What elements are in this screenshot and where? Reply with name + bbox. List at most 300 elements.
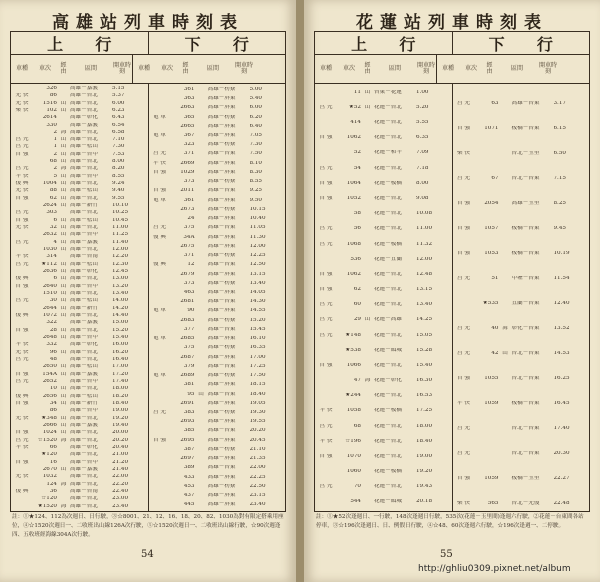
table-row xyxy=(149,224,286,232)
via-line-cell: 山 xyxy=(60,151,67,157)
train-number-cell: 453 xyxy=(183,483,195,489)
departure-time-cell: 13.15 xyxy=(416,287,433,293)
train-number-cell: 414 xyxy=(350,120,361,126)
up-direction-label: 上 行 xyxy=(47,34,112,54)
departure-time-cell: 18.00 xyxy=(112,386,129,392)
train-number-cell: 2669 xyxy=(180,160,195,166)
table-row xyxy=(315,316,452,324)
train-number-cell: 56 xyxy=(353,226,361,232)
table-row xyxy=(11,151,148,158)
watermark-url: http://ghliu0309.pixnet.net/album xyxy=(418,564,571,574)
table-row xyxy=(453,300,590,308)
train-type-cell: 自 強 xyxy=(15,459,29,465)
departure-time-cell: 13.00 xyxy=(112,276,129,282)
train-number-cell: 375 xyxy=(183,225,195,231)
table-row xyxy=(11,100,148,107)
route-cell: 高雄－台北 xyxy=(70,291,98,297)
table-row xyxy=(11,122,148,129)
departure-time-cell: 16.40 xyxy=(112,357,129,362)
train-number-cell: 32 xyxy=(49,225,57,231)
train-number-cell: ☆120 xyxy=(41,496,57,502)
train-type-cell: 復 興 xyxy=(153,262,166,268)
departure-time-cell: 10.25 xyxy=(112,210,129,216)
via-line-cell: 山 xyxy=(60,298,67,304)
table-row xyxy=(11,488,148,495)
departure-time-cell: 12.00 xyxy=(112,247,129,253)
train-number-cell: 5 xyxy=(53,173,57,179)
departure-time-cell: 5.37 xyxy=(112,93,125,99)
train-type-cell: 復 興 xyxy=(15,393,29,399)
via-line-cell: 海 xyxy=(60,481,67,487)
table-row xyxy=(149,196,286,204)
route-cell: 高雄－彰化 xyxy=(70,444,98,450)
train-type-cell: 柴 快 xyxy=(457,500,470,506)
route-cell: 高雄－松山 xyxy=(70,217,98,223)
departure-time-cell: 22.48 xyxy=(553,500,570,506)
route-cell: 高雄－台北 xyxy=(70,481,98,487)
train-type-cell: 電 車 xyxy=(153,336,166,342)
route-cell: 台北－台東 xyxy=(511,375,540,381)
route-cell: 高雄－台東 xyxy=(207,225,236,231)
via-line-cell: 山 xyxy=(198,391,204,397)
via-line-cell: 海 xyxy=(60,437,67,443)
departure-time-cell: 14.30 xyxy=(249,299,266,305)
table-row xyxy=(11,114,148,121)
train-type-cell: 莒 光 xyxy=(15,144,29,150)
route-cell: 高雄－枋寮 xyxy=(207,179,236,185)
column-header: 經由 xyxy=(364,61,371,75)
departure-time-cell: 7.30 xyxy=(112,144,125,150)
route-cell: 板橋－台東 xyxy=(511,250,540,256)
route-cell: 高雄－台北 xyxy=(70,195,98,201)
train-number-cell: 2648 xyxy=(42,335,57,341)
timetable-body xyxy=(315,84,589,511)
route-cell: 高雄－松山 xyxy=(70,261,98,267)
departure-time-cell: 8.20 xyxy=(112,166,125,172)
route-cell: 高雄－屏東 xyxy=(207,96,236,102)
departure-time-cell: 11.00 xyxy=(112,225,129,231)
table-row xyxy=(149,178,286,186)
departure-time-cell: 19.00 xyxy=(112,408,129,414)
train-number-cell: 2 xyxy=(53,129,57,135)
train-number-cell: 1072 xyxy=(42,313,57,319)
train-number-cell: 86 xyxy=(49,408,57,414)
via-line-cell: 山 xyxy=(60,203,67,209)
departure-time-cell: 22.20 xyxy=(112,481,129,487)
table-row xyxy=(453,325,590,333)
train-number-cell: 2656 xyxy=(42,393,57,399)
departure-time-cell: 9.25 xyxy=(249,188,262,194)
train-type-cell: 莒 光 xyxy=(319,423,333,429)
route-cell: 高雄－枋寮 xyxy=(207,446,236,452)
departure-time-cell: 18.15 xyxy=(249,382,266,388)
table-row xyxy=(315,346,452,354)
route-cell: 板橋－台東 xyxy=(511,400,540,406)
train-type-cell: 自 強 xyxy=(319,362,333,368)
page-number: 55 xyxy=(440,549,453,560)
table-row xyxy=(11,298,148,305)
route-cell: 高雄－屏東 xyxy=(207,243,236,249)
train-number-cell: 389 xyxy=(183,465,195,471)
route-cell: 花蓮－頭城 xyxy=(374,347,402,353)
train-number-cell: 2636 xyxy=(42,269,57,275)
train-number-cell: 154A xyxy=(42,371,57,377)
route-cell: 花蓮－台北 xyxy=(374,165,402,171)
departure-time-cell: 7.09 xyxy=(416,150,429,156)
departure-time-cell: 5.55 xyxy=(416,120,429,126)
table-row xyxy=(453,487,590,495)
column-header: 開車時刻 xyxy=(234,61,253,75)
table-row xyxy=(149,132,286,140)
departure-time-cell: 14.55 xyxy=(249,308,266,314)
train-number-cell: 2 xyxy=(53,151,57,157)
table-row xyxy=(11,85,148,92)
route-cell: 高雄－台中 xyxy=(70,335,98,341)
table-row xyxy=(315,453,452,461)
via-line-cell: 山 xyxy=(60,313,67,319)
train-number-cell: ★348 xyxy=(41,415,57,421)
route-cell: 高雄－彰化 xyxy=(70,269,98,275)
departure-time-cell: 17.40 xyxy=(553,425,570,431)
table-row xyxy=(149,446,286,454)
table-row xyxy=(149,353,286,361)
table-row xyxy=(453,125,590,133)
train-number-cell: 365 xyxy=(183,114,195,120)
table-row xyxy=(453,400,590,408)
train-number-cell: 1060 xyxy=(346,469,361,475)
train-type-cell: 莒 光 xyxy=(457,100,470,106)
table-row xyxy=(11,239,148,246)
departure-time-cell: 21.35 xyxy=(249,456,266,462)
column-header: 車種 xyxy=(132,55,155,83)
train-number-cell: 66 xyxy=(49,444,57,450)
column-header: 車次 xyxy=(342,64,355,72)
train-number-cell: 373 xyxy=(183,280,195,286)
train-number-cell: 63 xyxy=(491,100,499,106)
departure-time-cell: 22.27 xyxy=(553,475,570,481)
route-cell: 高雄－屏東 xyxy=(207,419,236,425)
train-type-cell: 光 快 xyxy=(15,415,29,421)
route-cell: 高雄－彰化 xyxy=(70,115,98,121)
train-number-cell: 2670 xyxy=(42,466,57,472)
train-number-cell: 2697 xyxy=(180,456,195,462)
train-number-cell: 10 xyxy=(49,386,57,392)
down-direction-label: 下 行 xyxy=(148,32,286,54)
train-type-cell: 莒 光 xyxy=(15,298,29,304)
departure-time-cell: 16.45 xyxy=(553,400,570,406)
train-number-cell: 445 xyxy=(183,502,195,508)
table-row xyxy=(453,87,590,95)
train-number-cell: 2675 xyxy=(180,243,195,249)
departure-time-cell: 11.32 xyxy=(416,241,433,247)
column-header: 車種 xyxy=(15,64,28,72)
table-row xyxy=(11,136,148,143)
train-number-cell: 2054 xyxy=(484,200,499,206)
departure-time-cell: 13.52 xyxy=(553,325,570,331)
train-type-cell: 自 強 xyxy=(15,371,29,377)
table-row xyxy=(11,363,148,370)
departure-time-cell: 8.55 xyxy=(112,173,125,179)
table-row xyxy=(315,498,452,506)
column-header: 車次 xyxy=(464,64,477,72)
table-row xyxy=(11,224,148,231)
train-number-cell: 536 xyxy=(350,256,361,262)
departure-time-cell: 7.10 xyxy=(112,137,125,143)
table-row xyxy=(315,104,452,112)
train-type-cell: 自 強 xyxy=(15,151,29,157)
departure-time-cell: 7.05 xyxy=(249,132,262,138)
train-number-cell: 6 xyxy=(53,217,57,223)
train-number-cell: 68 xyxy=(353,423,361,429)
route-cell: 花蓮－和平 xyxy=(374,150,402,156)
route-cell: 高雄－台北 xyxy=(70,166,98,172)
departure-time-cell: 10.15 xyxy=(249,206,266,212)
departure-time-cell: 23.40 xyxy=(112,503,129,509)
table-row xyxy=(11,481,148,488)
train-type-cell: 自 強 xyxy=(153,169,166,175)
train-type-cell: 自 強 xyxy=(15,217,29,223)
table-row xyxy=(149,215,286,223)
route-cell: 高雄－嘉義 xyxy=(70,422,98,428)
table-row xyxy=(149,455,286,463)
via-line-cell: 山 xyxy=(60,327,67,333)
table-row xyxy=(11,129,148,136)
departure-time-cell: 15.20 xyxy=(112,327,129,333)
train-number-cell: 2650 xyxy=(42,364,57,370)
departure-time-cell: 11.54 xyxy=(553,275,570,281)
table-row xyxy=(453,237,590,245)
train-type-cell: 自 強 xyxy=(457,375,470,381)
route-cell: 彰化－台東 xyxy=(511,325,540,331)
train-number-cell: ☆1520 xyxy=(37,437,57,443)
train-number-cell: 323 xyxy=(183,142,195,148)
via-line-cell: 山 xyxy=(60,107,67,113)
route-cell: 高雄－松山 xyxy=(70,188,98,194)
route-cell: 高雄－屏東 xyxy=(207,105,236,111)
table-row xyxy=(315,468,452,476)
train-number-cell: 88 xyxy=(49,188,57,194)
departure-time-cell: 9.08 xyxy=(416,195,429,201)
route-cell: 花蓮－頭城 xyxy=(374,499,402,505)
departure-time-cell: 14.25 xyxy=(416,317,433,323)
route-cell: 花蓮－台北 xyxy=(374,302,402,308)
train-number-cell: 1029 xyxy=(180,169,195,175)
departure-time-cell: 6.43 xyxy=(112,115,125,121)
table-row xyxy=(11,188,148,195)
departure-time-cell: 15.40 xyxy=(416,362,433,368)
departure-time-cell: 19.00 xyxy=(416,453,433,459)
table-row xyxy=(453,225,590,233)
train-type-cell: 復 興 xyxy=(15,488,29,494)
train-type-cell: 莒 光 xyxy=(15,437,29,443)
train-number-cell: ☆196 xyxy=(345,438,361,444)
train-type-cell: 自 強 xyxy=(319,271,333,277)
train-number-cell: ★148 xyxy=(345,332,361,338)
column-header: 開車時刻 xyxy=(112,61,131,75)
route-cell: 花蓮－台北 xyxy=(374,120,402,126)
train-type-cell: 莒 光 xyxy=(457,425,470,431)
train-number-cell: 379 xyxy=(183,363,195,369)
departure-time-cell: 8.25 xyxy=(553,200,566,206)
train-number-cell: 363 xyxy=(183,96,195,102)
table-row xyxy=(453,187,590,195)
table-row xyxy=(149,399,286,407)
table-row xyxy=(453,500,590,508)
train-type-cell: 光 快 xyxy=(15,93,29,99)
train-type-cell: 電 車 xyxy=(153,197,166,203)
departure-time-cell: 22.50 xyxy=(249,483,266,489)
train-type-cell: 莒 光 xyxy=(457,175,470,181)
train-type-cell: 光 快 xyxy=(15,349,29,355)
train-number-cell: 68 xyxy=(49,159,57,165)
train-number-cell: 2 xyxy=(53,166,57,172)
route-cell: 高雄－台東 xyxy=(207,428,236,434)
departure-time-cell: 11.40 xyxy=(112,239,129,245)
departure-time-cell: 7.53 xyxy=(112,151,125,157)
departure-time-cell: 14.40 xyxy=(112,313,129,319)
table-row xyxy=(11,158,148,165)
table-row xyxy=(149,279,286,287)
train-type-cell: 電 車 xyxy=(153,373,166,379)
route-cell: 高雄－台東 xyxy=(511,100,540,106)
train-number-cell: ★244 xyxy=(345,393,361,399)
route-cell: 宜蘭－台東 xyxy=(511,300,540,306)
train-type-cell: 光 快 xyxy=(15,100,29,106)
table-row xyxy=(453,362,590,370)
departure-time-cell: 15.40 xyxy=(112,335,129,341)
train-number-cell: 24 xyxy=(187,216,195,222)
train-number-cell: 52 xyxy=(353,150,361,156)
train-number-cell: 1030 xyxy=(42,247,57,253)
page-number: 54 xyxy=(141,549,154,560)
departure-time-cell: 18.40 xyxy=(112,400,129,406)
via-line-cell: 山 xyxy=(364,317,371,323)
departure-time-cell: 17.00 xyxy=(249,354,266,360)
route-cell: 花蓮－台北 xyxy=(374,195,402,201)
route-cell: 高雄－台東 xyxy=(207,262,236,268)
table-row xyxy=(11,503,148,510)
via-line-cell: 山 xyxy=(60,100,67,106)
via-line-cell: 海 xyxy=(502,325,508,331)
table-row xyxy=(149,436,286,444)
route-cell: 高雄－台北 xyxy=(70,496,98,502)
route-cell: 台北－台東 xyxy=(511,450,540,456)
table-row xyxy=(149,409,286,417)
up-trains xyxy=(11,84,148,511)
table-row xyxy=(453,262,590,270)
train-number-cell: 367 xyxy=(183,132,195,138)
train-type-cell: 光 快 xyxy=(15,188,29,194)
departure-time-cell: 19.55 xyxy=(249,419,266,425)
table-row xyxy=(315,134,452,142)
via-line-cell: 山 xyxy=(60,181,67,187)
route-cell: 高雄－枋寮 xyxy=(207,373,236,379)
route-cell: 高雄－屏東 xyxy=(207,502,236,508)
table-row xyxy=(315,377,452,385)
route-cell: 高雄－台東 xyxy=(207,391,236,397)
departure-time-cell: 20.20 xyxy=(112,437,129,443)
train-number-cell: 1004 xyxy=(42,181,57,187)
departure-time-cell: 13.40 xyxy=(249,280,266,286)
train-number-cell: 96 xyxy=(49,349,57,355)
train-number-cell: 34 xyxy=(49,400,57,406)
table-row xyxy=(315,164,452,172)
departure-time-cell: 20.40 xyxy=(112,444,129,450)
table-row xyxy=(453,212,590,220)
table-row xyxy=(149,233,286,241)
route-cell: 高雄－屏東 xyxy=(207,216,236,222)
table-row xyxy=(11,195,148,202)
route-cell: 花蓮－台北 xyxy=(374,104,402,110)
train-number-cell: 36 xyxy=(49,488,57,494)
departure-time-cell: 8.00 xyxy=(112,159,125,165)
departure-time-cell: 6.35 xyxy=(416,135,429,141)
table-row xyxy=(453,200,590,208)
table-row xyxy=(315,195,452,203)
train-number-cell: 1066 xyxy=(346,362,361,368)
route-cell: 高雄－屏東 xyxy=(207,132,236,138)
train-number-cell: 1071 xyxy=(484,125,499,131)
table-row xyxy=(315,179,452,187)
table-row xyxy=(11,254,148,261)
route-cell: 高雄－嘉義 xyxy=(70,239,98,245)
table-row xyxy=(453,450,590,458)
table-row xyxy=(11,290,148,297)
train-type-cell: 自 強 xyxy=(153,188,166,194)
table-row xyxy=(315,422,452,430)
table-row xyxy=(149,289,286,297)
route-cell: 板橋－玉里 xyxy=(511,475,540,481)
train-type-cell: 電 車 xyxy=(153,132,166,138)
page-title: 花蓮站列車時刻表 xyxy=(356,13,548,33)
route-cell: 高雄－屏東 xyxy=(207,197,236,203)
train-type-cell: 莒 光 xyxy=(319,104,333,110)
table-row xyxy=(11,305,148,312)
table-row xyxy=(11,385,148,392)
table-row xyxy=(453,387,590,395)
via-line-cell: 山 xyxy=(502,350,508,356)
train-type-cell: 光 快 xyxy=(15,474,29,480)
train-type-cell: 復 興 xyxy=(15,313,29,319)
route-cell: 高雄－台北 xyxy=(70,100,98,106)
train-type-cell: 平 快 xyxy=(457,400,470,406)
departure-time-cell: 9.24 xyxy=(112,181,125,187)
table-row xyxy=(11,407,148,414)
table-row xyxy=(453,350,590,358)
route-cell: 花蓮－台北 xyxy=(374,211,402,217)
via-line-cell: 山 xyxy=(60,400,67,406)
departure-time-cell: 23.00 xyxy=(112,496,129,502)
route-cell: 高雄－枋寮 xyxy=(207,86,236,92)
train-type-cell: 莒 光 xyxy=(153,151,166,157)
route-cell: 高雄－松山 xyxy=(70,144,98,150)
train-number-cell: 48 xyxy=(49,357,57,362)
train-type-cell: 自 強 xyxy=(153,437,166,443)
departure-time-cell: 9.45 xyxy=(553,225,566,231)
timetable-frame xyxy=(10,31,286,512)
departure-time-cell: 15.00 xyxy=(112,320,129,326)
column-header: 區間 xyxy=(206,64,219,72)
departure-time-cell: 5.40 xyxy=(249,96,262,102)
via-line-cell: 山 xyxy=(60,232,67,238)
train-type-cell: 自 強 xyxy=(319,195,333,201)
departure-time-cell: 12.45 xyxy=(112,269,129,275)
table-row xyxy=(11,349,148,356)
route-cell: 台北－台東 xyxy=(511,175,540,181)
train-type-cell: 莒 光 xyxy=(319,302,333,308)
right-page xyxy=(304,0,600,582)
route-cell: 高雄－屏東 xyxy=(207,474,236,480)
